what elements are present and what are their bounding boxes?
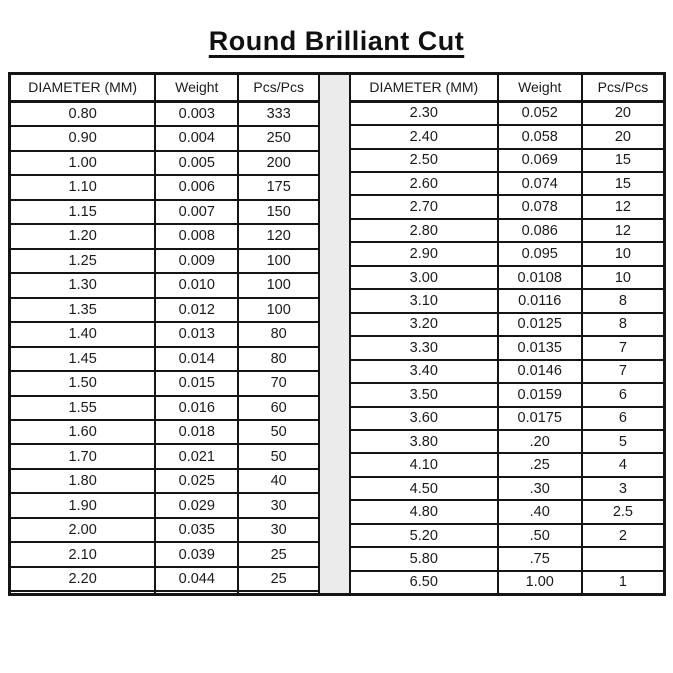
table-cell: 25 [238, 542, 318, 566]
table-cell: 2.60 [351, 172, 498, 195]
table-cell: 3.60 [351, 407, 498, 430]
header-weight: Weight [498, 75, 582, 101]
table-row [11, 518, 318, 542]
table-cell: 175 [238, 175, 318, 199]
table-cell: 20 [582, 125, 663, 148]
table-row [11, 249, 318, 273]
right-table-body [351, 101, 663, 593]
table-cell: 1.55 [11, 396, 155, 420]
table-cell: 80 [238, 322, 318, 346]
right-table-panel [351, 75, 663, 593]
header-weight: Weight [155, 75, 238, 101]
table-cell: 100 [238, 298, 318, 322]
table-cell: 15 [582, 172, 663, 195]
table-cell: 1.25 [11, 249, 155, 273]
table-cell: 3.00 [351, 266, 498, 289]
table-row [11, 200, 318, 224]
table-cell [582, 547, 663, 570]
table-cell: 0.0108 [498, 266, 582, 289]
table-cell: 0.009 [155, 249, 238, 273]
table-cell: 0.069 [498, 149, 582, 172]
table-cell: 25 [238, 567, 318, 591]
table-cell: 0.058 [498, 125, 582, 148]
table-cell: 1.00 [498, 571, 582, 593]
table-cell: 1.20 [11, 224, 155, 248]
table-cell [11, 591, 155, 593]
table-row [11, 273, 318, 297]
table-cell: 50 [238, 420, 318, 444]
table-cell: 3.40 [351, 360, 498, 383]
table-cell: 250 [238, 126, 318, 150]
table-row [11, 322, 318, 346]
header-pcs: Pcs/Pcs [238, 75, 318, 101]
table-cell: 2.70 [351, 195, 498, 218]
table-cell: 100 [238, 249, 318, 273]
table-cell: 0.035 [155, 518, 238, 542]
table-row [11, 396, 318, 420]
table-row [351, 407, 663, 430]
table-row [351, 336, 663, 359]
table-cell: 12 [582, 219, 663, 242]
left-table-body [11, 101, 318, 593]
table-cell: 3.10 [351, 289, 498, 312]
table-cell: 3.50 [351, 383, 498, 406]
table-cell: .30 [498, 477, 582, 500]
table-cell: 50 [238, 444, 318, 468]
diameter-weight-table-left [11, 75, 318, 593]
header-row [351, 75, 663, 101]
table-cell: 5.20 [351, 524, 498, 547]
table-cell: 1.35 [11, 298, 155, 322]
table-cell: 0.0125 [498, 313, 582, 336]
table-cell: 1.60 [11, 420, 155, 444]
table-cell: .20 [498, 430, 582, 453]
table-cell: 80 [238, 347, 318, 371]
table-cell: 4.10 [351, 453, 498, 476]
table-row [351, 571, 663, 593]
table-cell: 1.50 [11, 371, 155, 395]
table-row [351, 219, 663, 242]
table-cell: .40 [498, 500, 582, 523]
table-cell: 2.80 [351, 219, 498, 242]
table-cell: 6 [582, 383, 663, 406]
table-cell: 0.014 [155, 347, 238, 371]
table-cell: 1.15 [11, 200, 155, 224]
table-cell: 2.10 [11, 542, 155, 566]
table-cell: 2 [582, 524, 663, 547]
table-cell: 0.007 [155, 200, 238, 224]
table-row [11, 542, 318, 566]
table-row [351, 125, 663, 148]
table-row [351, 383, 663, 406]
table-row [351, 430, 663, 453]
table-cell: 3.20 [351, 313, 498, 336]
table-row [351, 453, 663, 476]
table-row [11, 420, 318, 444]
table-cell: 0.095 [498, 242, 582, 265]
table-cell: 0.029 [155, 493, 238, 517]
table-cell: 2.20 [11, 567, 155, 591]
table-row [11, 101, 318, 126]
table-cell: 0.018 [155, 420, 238, 444]
table-cell: 0.086 [498, 219, 582, 242]
table-row [351, 500, 663, 523]
table-row [11, 371, 318, 395]
table-cell: 0.039 [155, 542, 238, 566]
table-cell: 6.50 [351, 571, 498, 593]
table-row [351, 242, 663, 265]
table-cell: 4.80 [351, 500, 498, 523]
tables-container [8, 72, 666, 596]
table-cell: 1.40 [11, 322, 155, 346]
table-cell: 4 [582, 453, 663, 476]
table-row [351, 101, 663, 125]
left-table-panel [11, 75, 318, 593]
table-cell: 100 [238, 273, 318, 297]
table-row [11, 298, 318, 322]
table-cell: 2.40 [351, 125, 498, 148]
table-row [11, 347, 318, 371]
table-cell: 0.90 [11, 126, 155, 150]
table-cell: 150 [238, 200, 318, 224]
table-cell: 7 [582, 360, 663, 383]
table-cell: 2.50 [351, 149, 498, 172]
table-row [11, 493, 318, 517]
table-cell: 0.016 [155, 396, 238, 420]
table-cell: 0.008 [155, 224, 238, 248]
table-row [11, 175, 318, 199]
table-cell: 1.90 [11, 493, 155, 517]
table-cell: 120 [238, 224, 318, 248]
page-title: Round Brilliant Cut [208, 26, 465, 56]
table-row [351, 172, 663, 195]
table-cell: 3 [582, 477, 663, 500]
table-row [11, 469, 318, 493]
table-cell: 1.80 [11, 469, 155, 493]
table-row [351, 547, 663, 570]
header-diameter: DIAMETER (MM) [351, 75, 498, 101]
table-cell: 0.013 [155, 322, 238, 346]
table-cell: 5 [582, 430, 663, 453]
table-cell: 1.45 [11, 347, 155, 371]
table-cell: 15 [582, 149, 663, 172]
table-cell [238, 591, 318, 593]
table-cell: 8 [582, 289, 663, 312]
table-cell: 0.021 [155, 444, 238, 468]
table-cell: .75 [498, 547, 582, 570]
table-row [11, 126, 318, 150]
table-cell: 0.0146 [498, 360, 582, 383]
table-cell: 10 [582, 266, 663, 289]
table-cell [155, 591, 238, 593]
table-cell: 8 [582, 313, 663, 336]
header-row [11, 75, 318, 101]
table-row [351, 477, 663, 500]
table-cell: 1.70 [11, 444, 155, 468]
header-pcs: Pcs/Pcs [582, 75, 663, 101]
table-cell: 0.012 [155, 298, 238, 322]
table-row [351, 195, 663, 218]
table-row [351, 149, 663, 172]
table-cell: 0.003 [155, 101, 238, 126]
table-row [11, 224, 318, 248]
table-cell: 0.074 [498, 172, 582, 195]
table-row [11, 151, 318, 175]
table-row [351, 266, 663, 289]
table-row [351, 524, 663, 547]
table-cell: 30 [238, 493, 318, 517]
table-cell: 2.5 [582, 500, 663, 523]
table-cell: 0.010 [155, 273, 238, 297]
table-cell: 2.90 [351, 242, 498, 265]
table-cell: 70 [238, 371, 318, 395]
table-cell: 0.004 [155, 126, 238, 150]
table-cell: .25 [498, 453, 582, 476]
table-row [11, 567, 318, 591]
table-cell: 0.0135 [498, 336, 582, 359]
table-cell: 5.80 [351, 547, 498, 570]
table-cell: 12 [582, 195, 663, 218]
table-cell: 0.052 [498, 101, 582, 125]
table-row [11, 591, 318, 593]
table-row [351, 289, 663, 312]
table-cell: 1 [582, 571, 663, 593]
table-cell: 20 [582, 101, 663, 125]
table-cell: 200 [238, 151, 318, 175]
table-cell: 0.044 [155, 567, 238, 591]
table-cell: 10 [582, 242, 663, 265]
table-cell: 3.80 [351, 430, 498, 453]
table-cell: 1.00 [11, 151, 155, 175]
table-cell: 0.80 [11, 101, 155, 126]
table-cell: 0.006 [155, 175, 238, 199]
table-cell: 2.30 [351, 101, 498, 125]
table-cell: 1.10 [11, 175, 155, 199]
table-cell: 1.30 [11, 273, 155, 297]
table-row [351, 360, 663, 383]
table-cell: 40 [238, 469, 318, 493]
table-cell: 0.0116 [498, 289, 582, 312]
table-cell: 0.015 [155, 371, 238, 395]
table-cell: 30 [238, 518, 318, 542]
header-diameter: DIAMETER (MM) [11, 75, 155, 101]
table-cell: 0.0175 [498, 407, 582, 430]
table-cell: 3.30 [351, 336, 498, 359]
table-cell: 7 [582, 336, 663, 359]
table-cell: 4.50 [351, 477, 498, 500]
center-gap-strip [318, 75, 351, 593]
table-cell: 2.00 [11, 518, 155, 542]
table-cell: 0.078 [498, 195, 582, 218]
table-row [351, 313, 663, 336]
table-cell: 60 [238, 396, 318, 420]
table-cell: 6 [582, 407, 663, 430]
diameter-weight-table-right [351, 75, 663, 593]
table-cell: 333 [238, 101, 318, 126]
table-cell: 0.005 [155, 151, 238, 175]
table-cell: .50 [498, 524, 582, 547]
table-row [11, 444, 318, 468]
table-cell: 0.0159 [498, 383, 582, 406]
table-cell: 0.025 [155, 469, 238, 493]
